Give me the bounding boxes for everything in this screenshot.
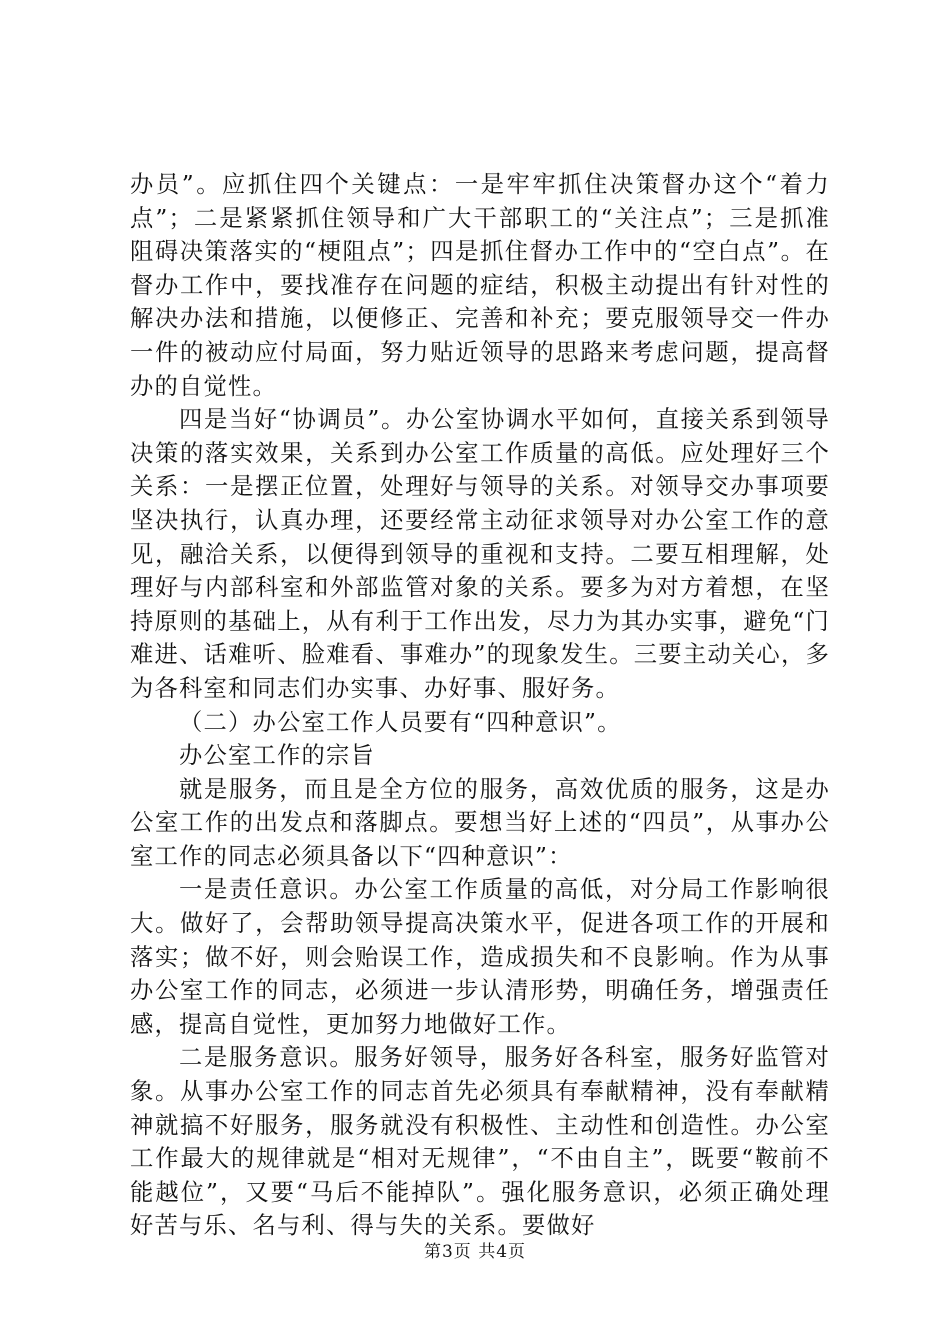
paragraph-purpose-heading: 办公室工作的宗旨 (179, 742, 375, 770)
paragraph-responsibility: 一是责任意识。办公室工作质量的高低，对分局工作影响很大。做好了，会帮助领导提高决策水平，促进各项工作的开展和落实；做不好，则会贻误工作，造成损失和不良影响。作为从事办公室工作的同志，必须进一步认清形势，明确任务，增强责任感，提高自觉性，更加努力地做好工作。 (130, 876, 830, 1038)
section-heading-four-awareness: （二）办公室工作人员要有“四种意识”。 (179, 708, 622, 736)
page-number-footer: 第3页 共4页 (423, 1242, 527, 1262)
paragraph-coordinator: 四是当好“协调员”。办公室协调水平如何，直接关系到领导决策的落实效果，关系到办公室工作质量的高低。应处理好三个关系：一是摆正位置，处理好与领导的关系。对领导交办事项要坚决执行，认真办理，还要经常主动征求领导对办公室工作的意见，融洽关系，以便得到领导的重视和支持。二要互相理解，处理好与内部科室和外部监管对象的关系。要多为对方着想，在坚持原则的基础上，从有利于工作出发，尽力为其办实事，避免“门难进、话难听、脸难看、事难办”的现象发生。三要主动关心，多为各科室和同志们办实事、办好事、服好务。 (130, 406, 830, 702)
paragraph-service-awareness: 二是服务意识。服务好领导，服务好各科室，服务好监管对象。从事办公室工作的同志首先必须具有奉献精神，没有奉献精神就搞不好服务，服务就没有积极性、主动性和创造性。办公室工作最大的规律就是“相对无规律”，“不由自主”，既要“鞍前不能越位”，又要“马后不能掉队”。强化服务意识，必须正确处理好苦与乐、名与利、得与失的关系。要做好 (130, 1044, 830, 1240)
document-body (130, 168, 830, 1243)
paragraph-continuation: 办员”。应抓住四个关键点：一是牢牢抓住决策督办这个“着力点”；二是紧紧抓住领导和广大干部职工的“关注点”；三是抓准阻碍决策落实的“梗阻点”；四是抓住督办工作中的“空白点”。在督办工作中，要找准存在问题的症结，积极主动提出有针对性的解决办法和措施，以便修正、完善和补充；要克服领导交一件办一件的被动应付局面，努力贴近领导的思路来考虑问题，提高督办的自觉性。 (130, 171, 830, 400)
paragraph-service-purpose: 就是服务，而且是全方位的服务，高效优质的服务，这是办公室工作的出发点和落脚点。要想当好上述的“四员”，从事办公室工作的同志必须具备以下“四种意识”： (130, 775, 830, 870)
